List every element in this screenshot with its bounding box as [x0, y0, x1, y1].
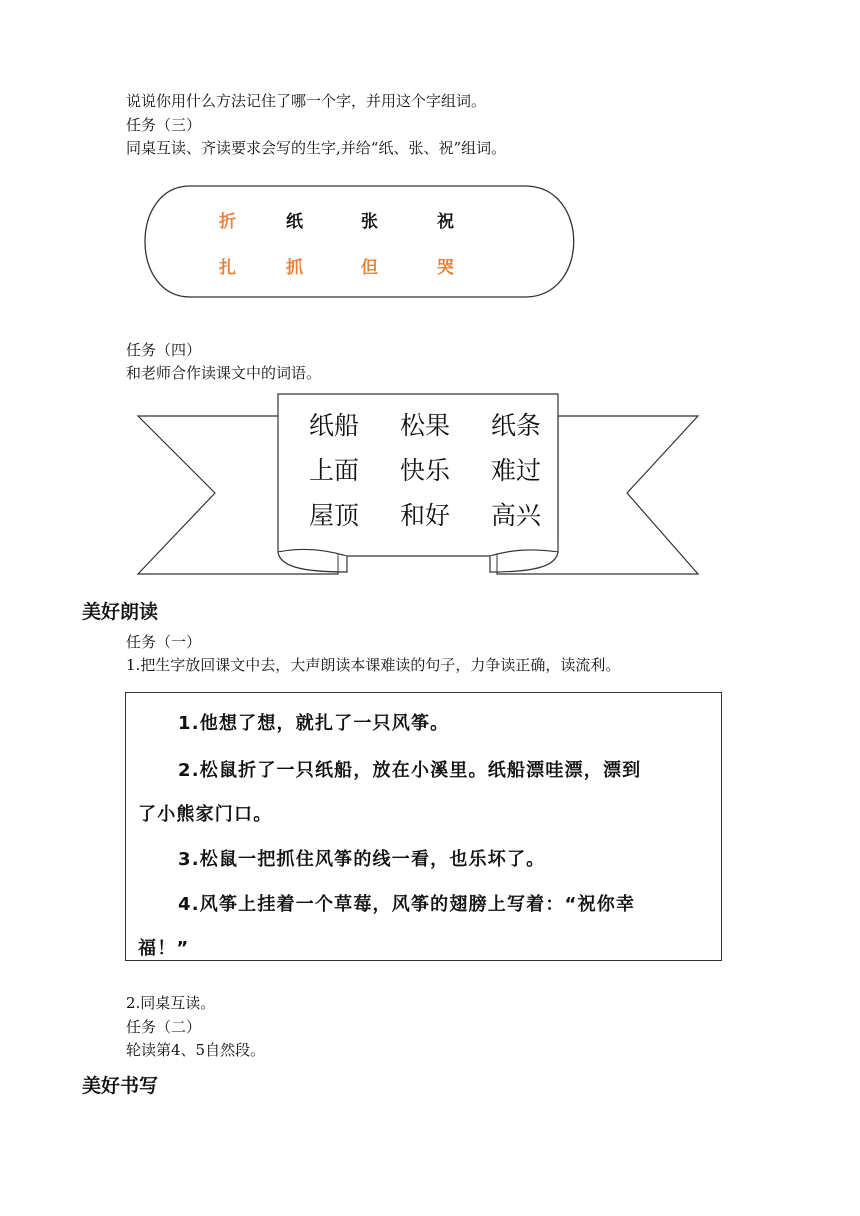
section-heading-reading: 美好朗读: [82, 601, 159, 623]
char-card-row2-char3: 但: [361, 258, 378, 278]
reading-task1-title: 任务（一）: [126, 633, 202, 651]
banner-word: 松果: [400, 411, 451, 440]
char-card-frame: [145, 186, 574, 297]
banner-word: 纸条: [491, 411, 542, 440]
task4-desc: 和老师合作读课文中的词语。: [126, 364, 322, 382]
sentence-2a: 2.松鼠折了一只纸船，放在小溪里。纸船漂哇漂，漂到: [178, 760, 642, 781]
char-card-row2-char1: 扎: [219, 258, 236, 278]
task3-desc: 同桌互读、齐读要求会写的生字,并给“纸、张、祝”组词。: [126, 139, 507, 157]
banner-word: 上面: [309, 456, 360, 485]
char-card-row2-char2: 抓: [286, 258, 303, 278]
task4-title: 任务（四）: [126, 341, 202, 359]
intro-line: 说说你用什么方法记住了哪一个字，并用这个字组词。: [126, 92, 487, 110]
char-card-row1-char3: 张: [361, 212, 378, 232]
sentence-2b: 了小熊家门口。: [138, 804, 273, 825]
char-card-row1-char2: 纸: [286, 212, 303, 232]
reading-item2: 2.同桌互读。: [126, 994, 216, 1012]
banner-word: 屋顶: [309, 501, 360, 530]
banner-word: 纸船: [309, 411, 360, 440]
banner-word: 高兴: [491, 501, 542, 530]
sentence-box: [125, 692, 722, 961]
sentence-4b: 福！”: [138, 938, 190, 959]
reading-task2-desc: 轮读第4、5自然段。: [126, 1041, 266, 1059]
section-heading-writing: 美好书写: [82, 1075, 159, 1097]
char-card-row1-char4: 祝: [437, 212, 454, 232]
banner-word: 难过: [491, 456, 542, 485]
char-card-row2-char4: 哭: [437, 258, 454, 278]
sentence-1: 1.他想了想，就扎了一只风筝。: [178, 713, 450, 734]
reading-task1-desc: 1.把生字放回课文中去，大声朗读本课难读的句子，力争读正确，读流利。: [126, 656, 621, 674]
banner-scroll-left: [278, 552, 347, 572]
banner-scroll-right: [490, 552, 558, 572]
char-card-row1-char1: 折: [219, 212, 236, 232]
task3-title: 任务（三）: [126, 116, 202, 134]
banner-word: 快乐: [400, 456, 451, 485]
reading-task2-title: 任务（二）: [126, 1018, 202, 1036]
sentence-3: 3.松鼠一把抓住风筝的线一看，也乐坏了。: [178, 849, 546, 870]
banner-word: 和好: [400, 501, 451, 530]
sentence-4a: 4.风筝上挂着一个草莓，风筝的翅膀上写着：“祝你幸: [178, 894, 636, 915]
